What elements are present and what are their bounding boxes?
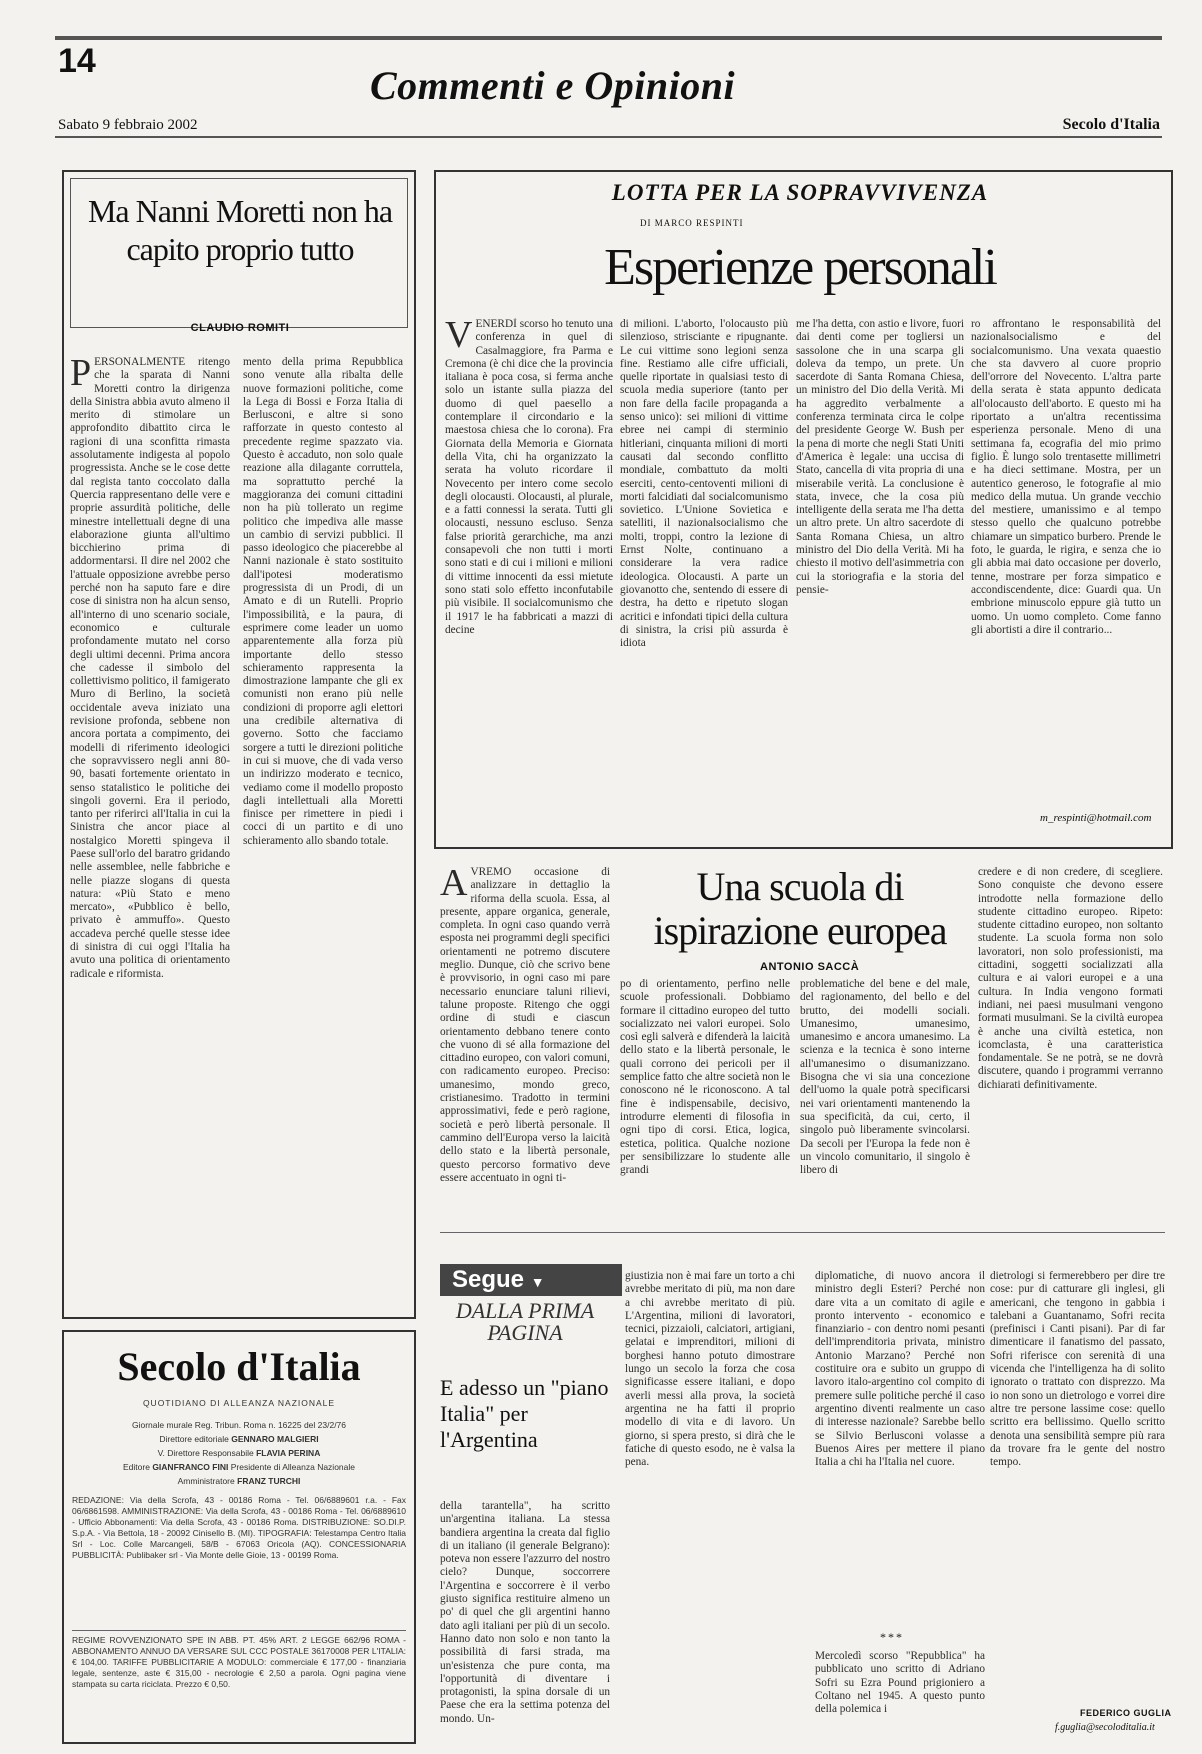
header-rule: [55, 136, 1162, 138]
top-rule: [55, 36, 1162, 40]
segue-col3: dietrologi si fermerebbero per dire tre cose: pur di catturare gli inglesi, gli americani, che tengono in gabbia i talebani a Guantanamo, Sofri recita (prefinisci i Canti pisani). Par di far dimenticare il fanatismo del passato, Sofri riferisce con serenità di una vicenda che l'intelligenza ha di solito ignorato o trattato con disprezzo. Ma io non sono un dietrologo e vorrei dire altre tre persone lassime cose: quello scritto era bellissimo. Quello scritto denota una sensibilità sempre più rara da trovare fra le gente del nostro tempo.: [990, 1270, 1165, 1469]
article-school-title: Una scuola di ispirazione europea: [653, 864, 947, 953]
article-left-col1: PERSONALMENTE ritengo che la sparata di Nanni Moretti contro la dirigenza della Sinistra abbia avuto almeno il merito di stimolare un approfondito dibattito circa le ragioni di una sconfitta rimasta assolutamente indigesta al popolo progressista. Anche se le cose dette dal regista tanto coccolato dalla Quercia rappresentano delle vere e proprie assurdità politiche, delle minestre intellettuali degne di una elaborazione giunta all'ultimo bicchierino prima di addormentarsi. Il dire nel 2002 che l'attuale opposizione avrebbe perso perché non ha saputo fare e dire cose di sinistra non ha alcun senso, all'interno di uno scenario sociale, economico e culturale profondamente mutato nel corso degli ultimi decenni. Prima ancora che cadesse il simbolo del collettivismo politico, il famigerato Muro di Berlino, la società occidentale aveva iniziato una revisione profonda, sebbene non ancora portata a compimento, dei modelli di riferimento ideologici che sopravvissero negli anni 80-90, basati fortemente orientato in senso statalistico le politiche dei singoli governi. Era il periodo, tanto per riferirci all'Italia in cui la Sinistra che ancor piace al nostalgico Moretti spingeva il Paese sull'orlo del baratro gridando nelle assemblee, nelle fabbriche e nelle piazze slogans di questa natura: «Più Stato e meno mercato», «Pubblico è bello, privato è ammuffo». Questo accadeva perché quelle stesse idee di sinistra di cui oggi l'Italia ha avuto una politica di orientamento radicale e riformista.: [70, 356, 230, 980]
segue-title: E adesso un "piano Italia" per l'Argentina: [440, 1375, 609, 1452]
segue-col2: diplomatiche, di nuovo ancora il ministro degli Esteri? Perché non dare vita a un comitato di agile e pronto intervento - economico e finanziario - con dentro nomi pesanti dell'imprenditoria privata, ministro Antonio Marzano? Perché non costituire ora e subito un gruppo di lavoro italo-argentino col compito di premere sulle politiche perché il caso argentino diventi realmente un caso di interesse nazionale? Sarebbe bello se Silvio Berlusconi volasse a Buenos Aires per mettere il piano Italia a chi ha l'Italia nel cuore.: [815, 1270, 985, 1469]
article-main-col4: ro affrontano le responsabilità del nazionalsocialismo e del socialcomunismo. Una vexata quaestio che sta davvero al cuore proprio dell'orrore del Novecento. L'altra parte della serata è stata appunto dedicata all'olocausto dell'aborto. E questo mi ha riportato a un'altra recentissima esperienza personale. Meno di una settimana fa, ecografia del mio primo figlio. È lungo solo trentasette millimetri e ha dieci settimane. Mostra, per un autentico generoso, le fotografie al mio medico della mutua. Un grande vecchio del mestiere, umanissimo e al tempo stesso quello che qualcuno potrebbe chiamare un simpatico burbero. Prende le foto, le guarda, le rigira, e senza che io gli abbia mai dato occasione per doverlo, tenne, mostrare per forza simpatico e accondiscendente, dice: Guardi qua. Un embrione minuscolo eppure già tutto un uomo. Un uomo completo. Come fanno gli abortisti a dire il contrario...: [971, 318, 1161, 636]
article-school-col2: po di orientamento, perfino nelle scuole professionali. Dobbiamo formare il cittadino europeo del tutto socializzato nei valori europei. Solo così egli salverà e difenderà la laicità dello stato e la libertà personale, le quali corrono dei pericoli per il semplice fatto che altre società non le conoscono né le riconoscono. A tal fine è indispensabile, decisivo, introdurre elementi di filosofia in ogni tipo di corsi. Etica, logica, estetica, politica. Qualche nozione per sensibilizzare lo studente alle grandi: [620, 978, 790, 1177]
article-main-col1: VENERDÌ scorso ho tenuto una conferenza in quel di Casalmaggiore, fra Parma e Cremona (è chi dice che la provincia italiana è poca cosa, si ferma anche solo un istante sulla piazza del duomo di quel paesello a contemplare il circondario e la maestosa chiesa che lo corona). Fra Giornata della Memoria e Giornata della Vita, chi ha organizzato la serata ha voluto ricordare il Novecento per intero come secolo degli olocausti. Olocausti, al plurale, e a fatti connessi la serata. Tutti gli olocausti, nessuno escluso. Senza false priorità gerarchiche, ma anzi consapevoli che non tutti i morti sono stati e di cui i milioni e milioni di vittime innocenti da essi mietute sono stati solo effetto inconfutabile più visibile. Il socialcomunismo che il 1917 le ha fabbricati a mazzi di decine: [445, 318, 613, 636]
article-left-title: Ma Nanni Moretti non ha capito proprio tutto: [87, 193, 393, 267]
masthead-details: REDAZIONE: Via della Scrofa, 43 - 00186 Roma - Tel. 06/6889601 r.a. - Fax 06/6861598. AMMINISTRAZIONE: Via della Scrofa, 43 - 00186 Roma - Tel. 06/6889610 - Ufficio Abbonamenti: Via della Scrofa, 43 - 00186 Roma. DISTRIBUZIONE: SO.DI.P. S.p.A. - Via Bettola, 18 - 20092 Cinisello B. (MI). TIPOGRAFIA: Telestampa Centro Italia Srl - Loc. Colle Marcangeli, 58/B - 67063 Oricola (AQ). CONCESSIONARIA PUBBLICITÀ: Publibaker srl - Via Monte delle Gioie, 13 - 00199 Roma.: [72, 1495, 406, 1560]
article-main-col2: di milioni. L'aborto, l'olocausto più silenzioso, strisciante e ripugnante. Le cui vittime sono legioni senza fine. Restiamo alle cifre ufficiali, quelle riportate in qualsiasi testo di scuola media superiore (tanto per non fare della facile propaganda a senso unico): sei milioni di vittime ebree nei campi di sterminio hitleriani, cinquanta milioni di morti causati dal secondo conflitto mondiale, combattuto da molti eserciti, cento-centoventi milioni di morti falcidiati dal socialcomunismo sovietico. L'Unione Sovietica e satelliti, il nazionalsocialismo che molti, troppi, contro la lezione di Ernst Nolte, continuano a considerare la vera radice ideologica. Olocausti. A parte un giovanotto che, sentendo di essere di destra, ha detto e ripetuto slogan acritici e infondati tipici della cultura di sinistra, la crisi più assurda è idiota: [620, 318, 788, 650]
masthead-subscription: REGIME ROVVENZIONATO SPE IN ABB. PT. 45% ART. 2 LEGGE 662/96 ROMA - ABBONAMENTO ANNUO DA VERSARE SUL CCC POSTALE 36170008 PER L'ITALIA: € 104,00. TARIFFE PUBBLICITARIE A MODULO: commerciale € 177,00 - finanziaria legale, sentenze, aste € 315,00 - necrologie € 2,50 a parola. Ogni pagina viene stampata su carta riciclata. Prezzo € 0,50.: [72, 1630, 406, 1735]
article-school-col1: AVREMO occasione di analizzare in dettaglio la riforma della scuola. Essa, al presente, appare organica, generale, completa. In ogni caso quando verrà esposta nei programmi degli specifici orientamenti ne potremo discutere meglio. Dunque, ciò che scrivo bene è provvisorio, in ogni caso mi pare necessario enunciare taluni rilievi, talune proposte. Ritengo che oggi ordine di studi e ciascun orientamento debbano tenere conto che vuono di sé alla formazione del cittadino europeo, con valori comuni, con radicamento europeo. Preciso: umanesimo, mondo greco, cristianesimo. Tradotto in termini approssimativi, fede e però ragione, società e però libertà personale. Il cammino dell'Europa verso la laicità dello stato e la libertà personale, questo percorso formativo deve essere accentuato in ogni ti-: [440, 866, 610, 1184]
segue-from-label: DALLA PRIMA PAGINA: [455, 1298, 595, 1345]
page-number: 14: [58, 42, 96, 80]
masthead-name: Secolo d'Italia: [117, 1344, 361, 1389]
article-main-col3: me l'ha detta, con astio e livore, fuori dai denti come per togliersi un sassolone che in una scarpa gli doleva da tempo, un prete. Un sacerdote di Santa Romana Chiesa, un ministro del Dio della Verità. Mi ha aggredito verbalmente a conferenza terminata circa le colpe del presidente George W. Bush per la pena di morte che negli Stati Uniti d'America è legale: una uccisa di Stato, cancella di vita propria di una miserabile verità. La conclusione è stata, invece, che la cosa più intelligente della serata me l'ha detta un altro prete. Un altro sacerdote di Santa Romana Chiesa, un altro ministro del Dio della Verità. Mi ha chiesto il motivo dell'asimmetria con cui la storiografia e la storia del pensie-: [796, 318, 964, 596]
article-school-author: ANTONIO SACCÀ: [760, 961, 860, 973]
dropcap: P: [70, 356, 92, 394]
article-main-title: Esperienze personali: [604, 239, 996, 296]
article-school-col4: credere e di non credere, di scegliere. Sono conquiste che devono essere introdotte nella formazione dello studente cittadino europeo. Ripeto: studente cittadino europeo, non soltanto studente. La scuola forma non solo lavoratori, non solo professionisti, ma cittadini, soggetti socializzati alla cultura e ai valori europei e a una cultura. In India vengono formati indiani, nei paesi musulmani vengono formati musulmani. Se la civiltà europea è anche una civiltà estetica, non icomclasta, è una caratteristica fondamentale. Se ne potrà, se ne dovrà discutere, quando i programmi verranno dichiarati definitivamente.: [978, 866, 1163, 1091]
article-left-author: CLAUDIO ROMITI: [190, 322, 290, 334]
section-title: Commenti e Opinioni: [370, 63, 736, 108]
star-separator: ***: [880, 1630, 904, 1644]
segue-col1: della tarantella", ha scritto un'argentina italiana. La stessa bandiera argentina la creata dal figlio di un italiano (il generale Belgrano): poteva non essere l'azzurro del nostro cielo? Dunque, soccorrere l'Argentina e soccorrere è il verbo giusto significa restituire almeno un po' di quel che gli argentini hanno dato agli italiani per più di un secolo. Hanno dato non solo e non tanto la possibilità di farsi strada, ma un'esistenza che pure conta, ma l'opportunità di diventare i protagonisti, la spina dorsale di un Paese che era la settima potenza del mondo. Un-: [440, 1500, 610, 1725]
segue-signature-author: FEDERICO GUGLIA: [1080, 1708, 1172, 1718]
article-main-byline: DI MARCO RESPINTI: [640, 218, 744, 228]
segue-col0: giustizia non è mai fare un torto a chi avrebbe meritato di più, ma non dare a chi avrebbe meritato di più. L'Argentina, milioni di lavoratori, tecnici, pizzaioli, calciatori, artigiani, gelatai e imprenditori, milioni di borghesi hanno potuto dimostrare lungo un secolo la forza che cosa significasse essere italiani, e dopo averli messi alla prova, la società argentina ne ha fatti il proprio modello di vita e di lavoro. Un giorno, si spera presto, si dirà che le fatiche di questo esodo, ne è valsa la pena.: [625, 1270, 795, 1469]
paper-name-header: Secolo d'Italia: [1062, 116, 1160, 133]
masthead-subtitle: QUOTIDIANO DI ALLEANZA NAZIONALE: [142, 1398, 336, 1408]
article-main-email: m_respinti@hotmail.com: [1040, 812, 1152, 824]
divider: [440, 1232, 1165, 1233]
segue-badge: Segue ▼: [440, 1264, 622, 1296]
segue-note: Mercoledì scorso "Repubblica" ha pubblicato uno scritto di Adriano Sofri su Ezra Pound prigioniero a Coltano nel 1945. A questo punto della polemica i: [815, 1650, 985, 1716]
date-line: Sabato 9 febbraio 2002: [58, 117, 198, 133]
article-school-col3: problematiche del bene e del male, del ragionamento, del bello e del brutto, dei modelli sociali. Umanesimo, umanesimo, umanesimo e ancora umanesimo. La scienza e la tecnica è sono interne all'umanesimo o disumanizzano. Bisogna che vi sia una concezione dell'uomo la quale potrà specificarsi nei vari orientamenti mantenendo la sua specificità, da cui, certo, il singolo può liberamente svincolarsi. Da secoli per l'Europa la fede non è un vincolo comunitario, il singolo è libero di: [800, 978, 970, 1177]
chevron-down-icon: ▼: [530, 1274, 545, 1290]
article-main-kicker: LOTTA PER LA SOPRAVVIVENZA: [611, 180, 989, 205]
segue-signature-email: f.guglia@secoloditalia.it: [1055, 1722, 1155, 1733]
article-left-col2: mento della prima Repubblica sono venute alla ribalta delle nuove formazioni politiche, come la Lega di Bossi e Forza Italia di Berlusconi, e altre si sono rafforzate in questo contesto al precedente regime spazzato via. Questo è accaduto, non solo quale reazione alla dilagante corruttela, ma soprattutto perché la maggioranza dei comuni cittadini non ha più tollerato un regime politico che impediva alle masse un cambio di servizi pubblici. Il passo ideologico che piacerebbe al Nanni nazionale è stato sostituito dall'ipotesi moderatismo progressista di un Prodi, di un Amato e di un Rutelli. Proprio l'impossibilità, e la paura, di esprimere come leader un uomo apparentemente alla forza più importante dello stesso schieramento rappresenta la dimostrazione lampante che gli ex comunisti non erano più nelle condizioni di proporre agli elettori una credibile alternativa di governo. Sotto che facciamo sorgere a tutti le direzioni politiche in cui si muove, che di vada verso un indirizzo moderato e tecnico, vediamo come il modello proposto dagli intellettuali alla Moretti finisce per rimettere in piedi i cocci di un partito e di uno schieramento allo sbando totale.: [243, 356, 403, 847]
masthead-credits: Giornale murale Reg. Tribun. Roma n. 16225 del 23/2/76 Direttore editoriale GENNARO MALGIERI V. Direttore Responsabile FLAVIA PERINA Editore GIANFRANCO FINI Presidente di Alleanza Nazionale Amministratore FRANZ TURCHI: [123, 1420, 355, 1486]
